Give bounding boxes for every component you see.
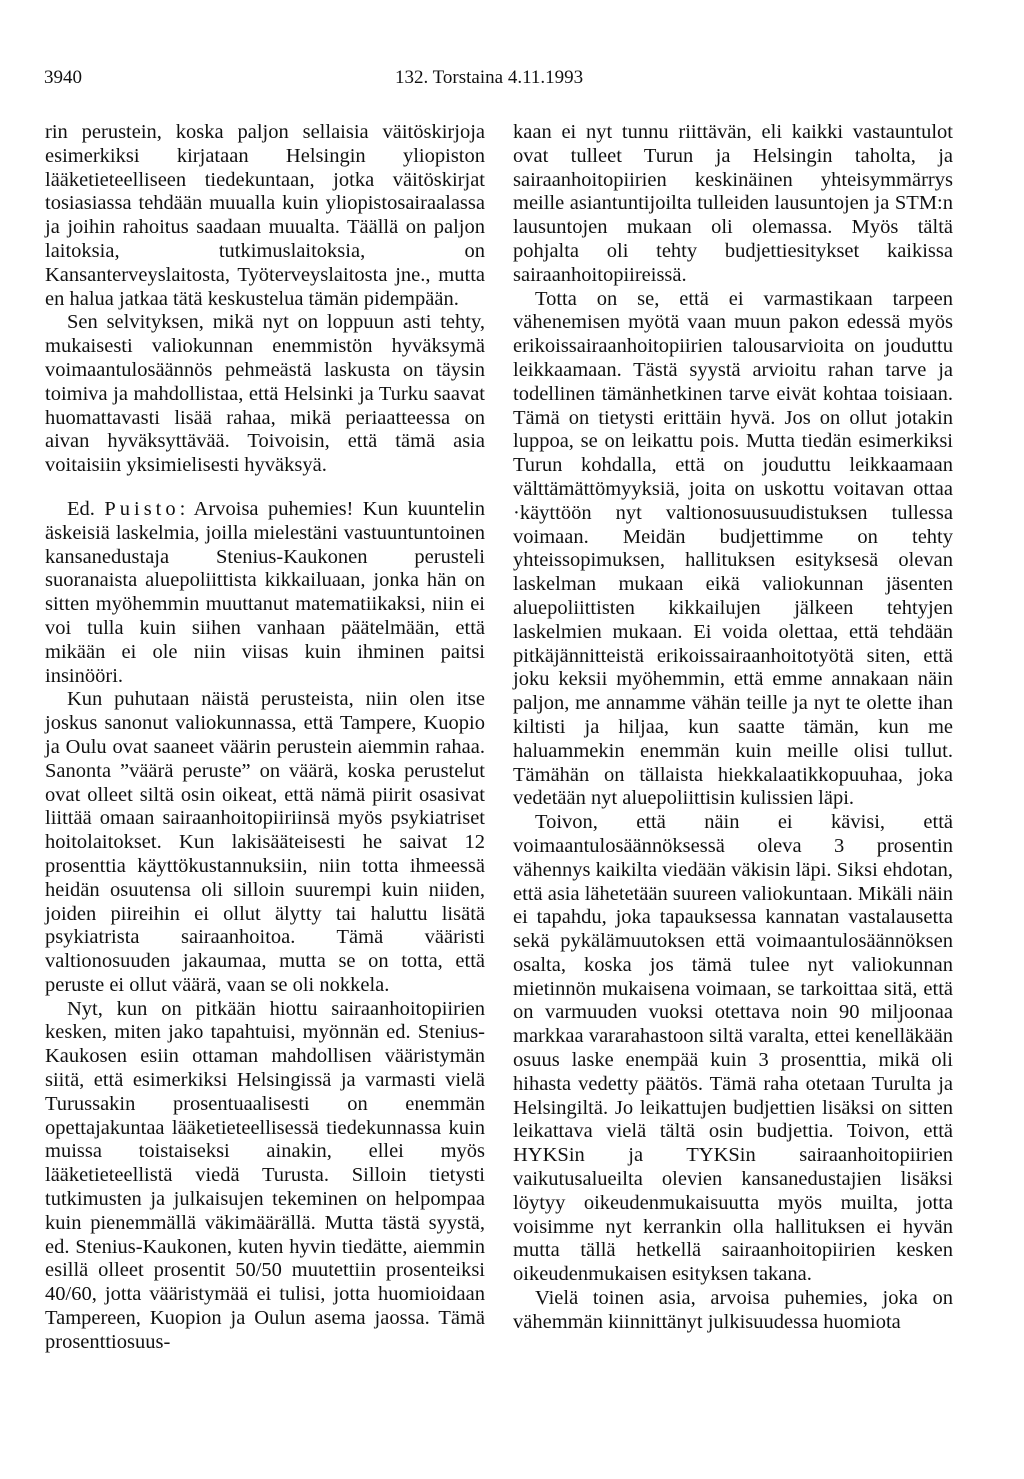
paragraph: Kun puhutaan näistä perusteista, niin olen itse joskus sanonut valiokunnassa, että Tampere, Kuopio ja Oulu ovat saaneet väärin perustein aiemmin rahaa. Sanonta ”väärä peruste” on väärä, koska perustelut ovat olleet siltä osin oikeat, että nämä piirit osasivat liittää omaan sairaanhoitopiiriinsä myös psykiatriset hoitolaitokset. Kun lakisääteisesti he saivat 12 prosenttia käyttökustannuksiin, niin totta ihmeessä heidän osuutensa oli silloin suurempi kuin niiden, joiden piireihin ei ollut älytty tai haluttu lisätä psykiatrista sairaanhoitoa. Tämä vääristi valtionosuuden jakaumaa, mutta se on totta, että peruste ei ollut väärä, vaan se oli nokkela. bbox=[45, 688, 485, 996]
paragraph: Vielä toinen asia, arvoisa puhemies, joka on vähemmän kiinnittänyt julkisuudessa huomiota bbox=[513, 1287, 953, 1333]
paragraph: kaan ei nyt tunnu riittävän, eli kaikki vastauntulot ovat tulleet Turun ja Helsingin taholta, ja sairaanhoitopiirien keskinäinen yhteisymmärrys meille asiantuntijoilta tulleiden lausuntojen ja STM:n lausuntojen mukaan oli olemassa. Myös tältä pohjalta oli tehty budjettiesitykset kaikissa sairaanhoitopiireissä. bbox=[513, 121, 953, 286]
speaker-name: Puisto bbox=[104, 497, 180, 520]
paragraph: Nyt, kun on pitkään hiottu sairaanhoitopiirien kesken, miten jako tapahtuisi, myönnän ed. Stenius-Kaukosen esiin ottaman mahdollisen vääristymän siitä, että esimerkiksi Helsingissä ja varmasti vielä Turussakin prosentuaalisesti on enemmän opettajakuntaa lääketieteellisessä tiedekunnassa kuin muissa toistaiseksi ainakin, ellei myös lääketieteellistä viedä Turusta. Silloin tietysti tutkimusten ja julkaisujen tekeminen on helpompaa kuin pienemmällä väkimäärällä. Mutta tästä syystä, ed. Stenius-Kaukonen, kuten hyvin tiedätte, aiemmin esillä olleet prosentit 50/50 muutettiin prosenteiksi 40/60, jotta vääristymää ei tulisi, jotta huomioidaan Tampereen, Kuopion ja Oulun asema jaossa. Tämä prosenttiosuus- bbox=[45, 997, 485, 1353]
speech-text: : Arvoisa puhemies! Kun kuuntelin äskeisiä laskelmia, joilla mielestäni vastuuntuntoinen kansanedustaja Stenius-Kaukonen perusteli suoranaista aluepoliittista kikkailuaan, jonka hän on sitten myöhemmin muuttanut matematiikaksi, niin ei voi tulla kuin siihen vanhaan päätelmään, että mikään ei ole niin viisas kuin ihminen paitsi insinööri. bbox=[45, 497, 485, 687]
paragraph: Totta on se, että ei varmastikaan tarpeen vähenemisen myötä vaan muun pakon edessä myös erikoissairaanhoitopiirien talousarvioita on jouduttu leikkaamaan. Tästä syystä arvioitu rahan tarve ja todellinen tämänhetkinen tarve eivät kohtaa toisiaan. Tämä on tietysti erittäin hyvä. Jos on ollut jotakin luppoa, se on leikattu pois. Mutta tiedän esimerkiksi Turun kohdalla, että on jouduttu leikkaamaan välttämättömyyksiä, joita on uskottu voitavan ottaa ·käyttöön nyt valtionosuusuudistuksen tullessa voimaan. Meidän budjettimme on tehty yhteissopimuksen, hallituksen esityksesä olevan laskelman mukaan eikä valiokunnan jäsenten aluepoliittisten kikkailujen jälkeen tehtyjen laskelmien mukaan. Ei voida olettaa, että tehdään pitkäjännitteistä erikoissairaanhoitotyötä siten, että joku keksii myöhemmin, että emme annakaan näin paljon, me annamme vähän teille ja nyt te olette ihan kiltisti ja hiljaa, kun saatte tämän, kun me haluammekin enemmän kuin meille olisi tullut. Tämähän on tällaista hiekkalaatikkopuuhaa, joka vedetään nyt aluepoliittisin kulissien läpi. bbox=[513, 287, 953, 810]
left-column bbox=[45, 121, 485, 1355]
page-number: 3940 bbox=[44, 67, 82, 88]
page-header bbox=[44, 66, 984, 90]
running-head: 132. Torstaina 4.11.1993 bbox=[395, 67, 584, 88]
paragraph: Toivon, että näin ei kävisi, että voimaantulosäännöksessä oleva 3 prosentin vähennys kaikilta viedään väkisin läpi. Siksi ehdotan, että asia lähetetään suureen valiokuntaan. Mikäli näin ei tapahdu, joka tapauksessa kannatan vastalausetta sekä pykälämuutoksen että voimaantulosäännöksen osalta, koska jos tämä tulee nyt valiokunnan mietinnön mukaisena voimaan, se tarkoittaa sitä, että on varmuuden vuoksi otettava noin 90 miljoonaa markkaa vararahastoon siltä varalta, ettei kenelläkään osuus laske enempää kuin 3 prosenttia, mikä oli hihasta vedetty päätös. Tämä raha otetaan Turulta ja Helsingiltä. Jo leikattujen budjettien lisäksi on sitten leikattava vielä tältä osin budjettia. Toivon, että HYKSin ja TYKSin sairaanhoitopiirien vaikutusalueilta olevien kansanedustajien lisäksi löytyy oikeudenmukaisuutta myös muilta, jotta voisimme nyt kerrankin olla hallituksen ei hyvän mutta tällä hetkellä sairaanhoitopiirien kesken oikeudenmukaisen esityksen takana. bbox=[513, 811, 954, 1286]
right-column bbox=[513, 121, 953, 1335]
speaker-paragraph bbox=[45, 498, 485, 688]
paragraph: rin perustein, koska paljon sellaisia väitöskirjoja esimerkiksi kirjataan Helsingin yliopiston lääketieteelliseen tiedekuntaan, jotka väitöskirjat tosiasiassa tehdään muualla kuin yliopistosairaalassa ja joihin rahoitus saadaan muualta. Täällä on paljon laitoksia, tutkimuslaitoksia, on Kansanterveyslaitosta, Työterveyslaitosta jne., mutta en halua jatkaa tätä keskustelua tämän pidempään. bbox=[45, 121, 485, 310]
speaker-prefix: Ed. bbox=[67, 497, 105, 520]
paragraph: Sen selvityksen, mikä nyt on loppuun asti tehty, mukaisesti valiokunnan enemmistön hyväksymä voimaantulosäännös pehmeästä laskusta on täysin toimiva ja mahdollistaa, että Helsinki ja Turku saavat huomattavasti lisää rahaa, mikä periaatteessa on aivan hyväksyttävää. Toivoisin, että tämä asia voitaisiin yksimielisesti hyväksyä. bbox=[45, 311, 485, 477]
